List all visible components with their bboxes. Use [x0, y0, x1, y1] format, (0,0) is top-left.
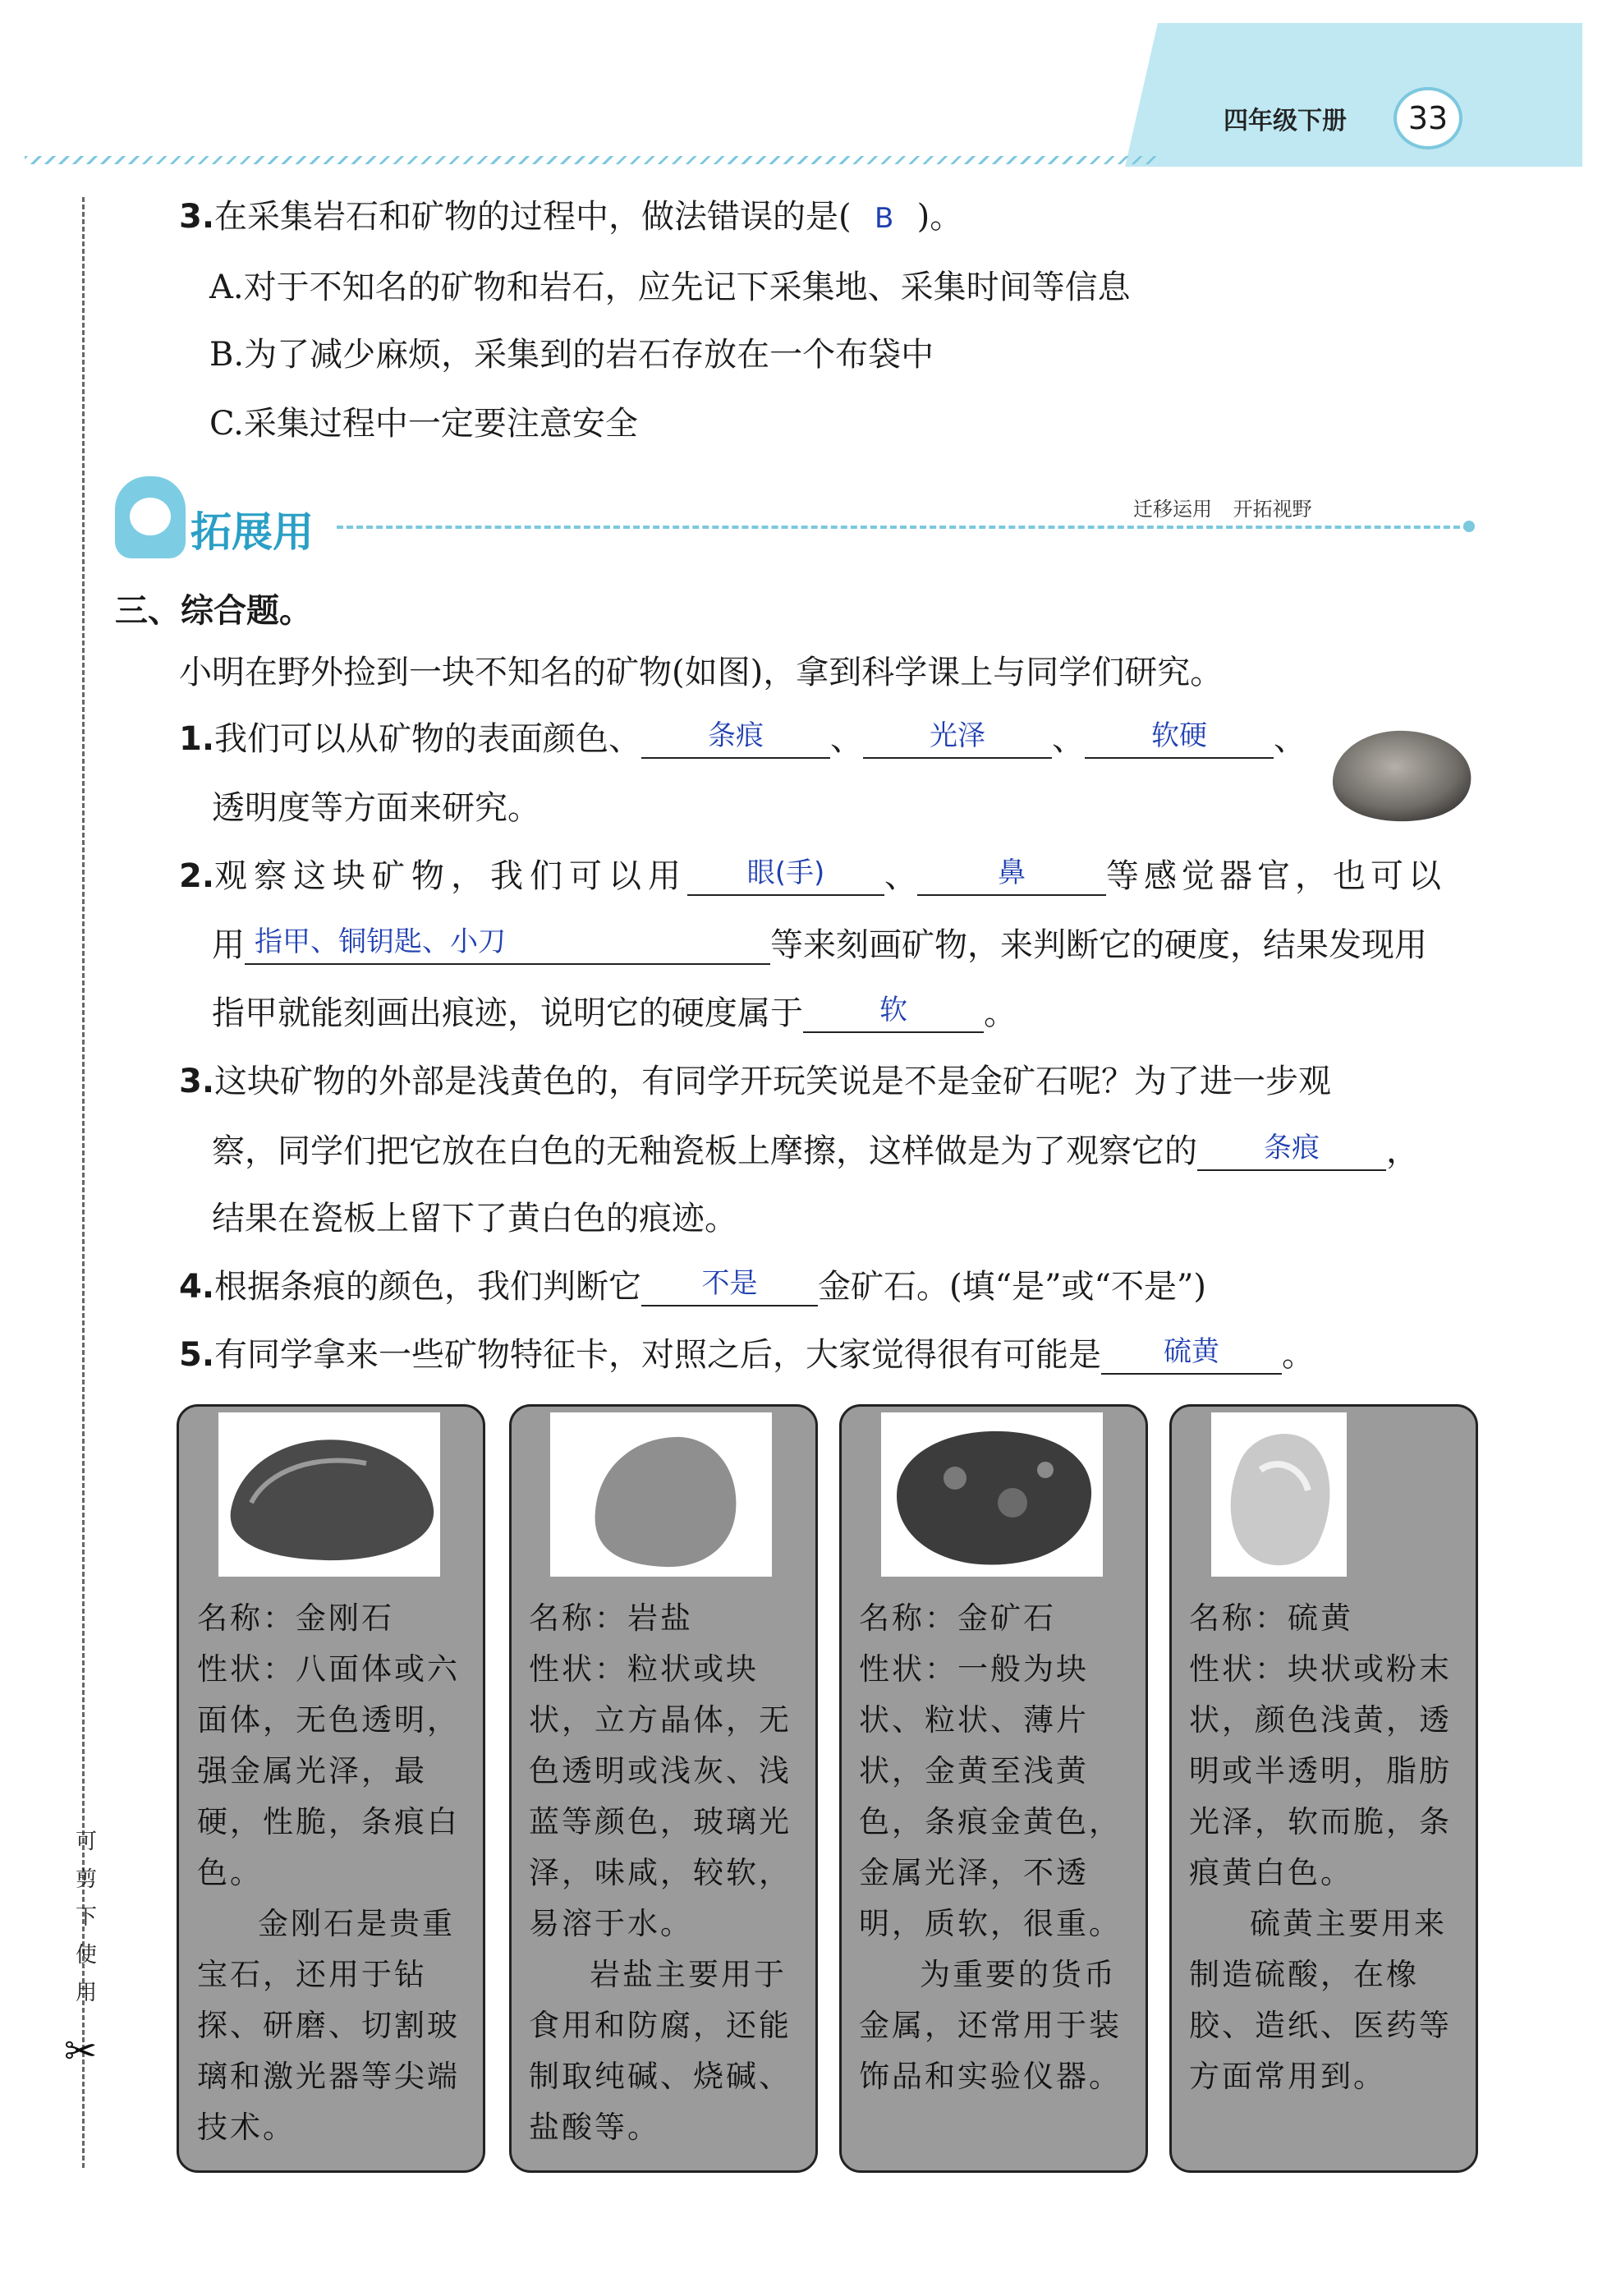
card-name: 名称：硫黄 [1189, 1600, 1353, 1636]
answer-blank [245, 927, 770, 965]
answer-text: 光泽 [930, 719, 986, 752]
question-number: 3. [179, 198, 215, 236]
answer-blank [1197, 1133, 1386, 1171]
comp-question-5 [179, 1335, 1315, 1375]
question-text: 观察这块矿物，我们可以用 [214, 857, 688, 895]
answer-text: 眼(手) [746, 856, 825, 889]
question-stem-end: )。 [916, 198, 963, 236]
section-subtitle: 迁移运用 开拓视野 [1133, 498, 1312, 521]
header-band [1158, 23, 1582, 167]
question-number: 5. [179, 1336, 215, 1374]
question-text: 我们可以从矿物的表面颜色、 [214, 720, 642, 758]
card-name: 名称：金刚石 [197, 1600, 394, 1636]
separator: 、 [884, 857, 918, 895]
rock-salt-photo [550, 1412, 772, 1577]
section-rule [337, 526, 1470, 529]
question-text: 察，同学们把它放在白色的无釉瓷板上摩擦，这样做是为了观察它的 [212, 1132, 1197, 1170]
sulfur-card-text [1189, 1593, 1460, 2102]
answer-text: 鼻 [998, 856, 1026, 889]
card-traits: 性状：粒状或块状，立方晶体，无色透明或浅灰、浅蓝等颜色，玻璃光泽，味咸，较软，易溶于水。 [529, 1651, 792, 1941]
answer-blank [641, 721, 830, 759]
question-3 [179, 197, 962, 238]
comp-question-2 [179, 856, 1446, 896]
question-text: 等来刻画矿物，来判断它的硬度，结果发现用 [770, 926, 1427, 964]
comp-question-2-line2 [212, 925, 1427, 965]
answer-blank [1101, 1337, 1282, 1375]
answer-text: 硫黄 [1164, 1335, 1220, 1368]
answer-blank [1085, 721, 1274, 759]
question-text: 这块矿物的外部是浅黄色的，有同学开玩笑说是不是金矿石呢？为了进一步观 [214, 1063, 1332, 1100]
question-text: 有同学拿来一些矿物特征卡，对照之后，大家觉得很有可能是 [214, 1336, 1102, 1374]
comp-question-3-line2 [212, 1132, 1419, 1171]
section-rule-dot [1463, 521, 1475, 532]
comp-question-2-line3 [212, 994, 1017, 1033]
question-text: 。 [984, 994, 1017, 1032]
sulfur-photo [1211, 1412, 1347, 1577]
comp-question-1-line2: 透明度等方面来研究。 [212, 789, 540, 827]
question-text: 指甲就能刻画出痕迹，说明它的硬度属于 [212, 994, 803, 1032]
answer-blank [917, 858, 1106, 896]
comp-question-4 [179, 1267, 1206, 1306]
option-c: C.采集过程中一定要注意安全 [209, 405, 638, 443]
question-text: 根据条痕的颜色，我们判断它 [214, 1268, 642, 1306]
header-rule [25, 156, 1158, 164]
card-name: 名称：岩盐 [529, 1600, 693, 1636]
question-text: 等感觉器官，也可以 [1106, 857, 1447, 895]
diamond-card-text [197, 1593, 468, 2153]
gold-ore-photo [881, 1412, 1103, 1577]
unknown-mineral-photo [1326, 723, 1474, 825]
scissors-icon: ✂ [64, 2028, 98, 2074]
answer-text: 条痕 [708, 719, 764, 752]
answer-text: 指甲、铜钥匙、小刀 [255, 925, 506, 958]
answer-text: 软 [879, 994, 907, 1026]
question-stem: 在采集岩石和矿物的过程中，做法错误的是( [214, 198, 852, 236]
rock-salt-card-text [529, 1593, 800, 2153]
option-a: A.对于不知名的矿物和岩石，应先记下采集地、采集时间等信息 [209, 269, 1131, 306]
section-title: 拓展用 [191, 508, 314, 556]
card-uses: 为重要的货币金属，还常用于装饰品和实验仪器。 [859, 1957, 1122, 2094]
answer-text: 软硬 [1151, 719, 1208, 752]
answer-blank [863, 721, 1052, 759]
separator: 、 [1052, 720, 1086, 758]
page-number: 33 [1393, 87, 1462, 149]
separator: 、 [1274, 720, 1307, 758]
part-title: 三、综合题。 [115, 592, 312, 630]
answer-text: 条痕 [1264, 1132, 1320, 1164]
answer-text: 不是 [701, 1267, 758, 1300]
card-traits: 性状：八面体或六面体，无色透明，强金属光泽，最硬，性脆，条痕白色。 [197, 1651, 460, 1890]
question-number: 2. [179, 857, 215, 895]
grade-label: 四年级下册 [1224, 107, 1347, 135]
question-text: 金矿石。(填“是”或“不是”) [818, 1268, 1207, 1306]
question-number: 1. [179, 720, 215, 758]
card-uses: 硫黄主要用来制造硫酸，在橡胶、造纸、医药等方面常用到。 [1189, 1906, 1452, 2094]
part-intro: 小明在野外捡到一块不知名的矿物(如图)，拿到科学课上与同学们研究。 [179, 654, 1224, 691]
card-uses: 岩盐主要用于食用和防腐，还能制取纯碱、烧碱、盐酸等。 [529, 1957, 792, 2145]
question-text: 。 [1282, 1336, 1315, 1374]
comp-question-1 [179, 719, 1306, 759]
cut-note: 可剪下使用 [75, 1830, 97, 2005]
comp-question-3-line3: 结果在瓷板上留下了黄白色的痕迹。 [212, 1200, 737, 1238]
card-uses: 金刚石是贵重宝石，还用于钻探、研磨、切割玻璃和激光器等尖端技术。 [197, 1906, 460, 2145]
answer-choice: B [874, 202, 894, 235]
card-traits: 性状：块状或粉末状，颜色浅黄，透明或半透明，脂肪光泽，软而脆，条痕黄白色。 [1189, 1651, 1452, 1890]
answer-blank [641, 1269, 818, 1306]
card-name: 名称：金矿石 [859, 1600, 1056, 1636]
mascot-face-icon [130, 498, 171, 535]
header-band-slant [1125, 23, 1158, 167]
gold-ore-card-text [859, 1593, 1130, 2102]
card-traits: 性状：一般为块状、粒状、薄片状，金黄至浅黄色，条痕金黄色，金属光泽，不透明，质软，很重。 [859, 1651, 1122, 1941]
option-b: B.为了减少麻烦，采集到的岩石存放在一个布袋中 [209, 336, 934, 374]
question-number: 3. [179, 1063, 215, 1100]
question-text: 用 [212, 926, 245, 964]
question-text: ， [1386, 1132, 1419, 1170]
answer-blank [803, 995, 984, 1033]
answer-blank [687, 858, 884, 896]
diamond-photo [218, 1412, 440, 1577]
question-number: 4. [179, 1268, 215, 1306]
comp-question-3 [179, 1062, 1331, 1101]
separator: 、 [830, 720, 864, 758]
